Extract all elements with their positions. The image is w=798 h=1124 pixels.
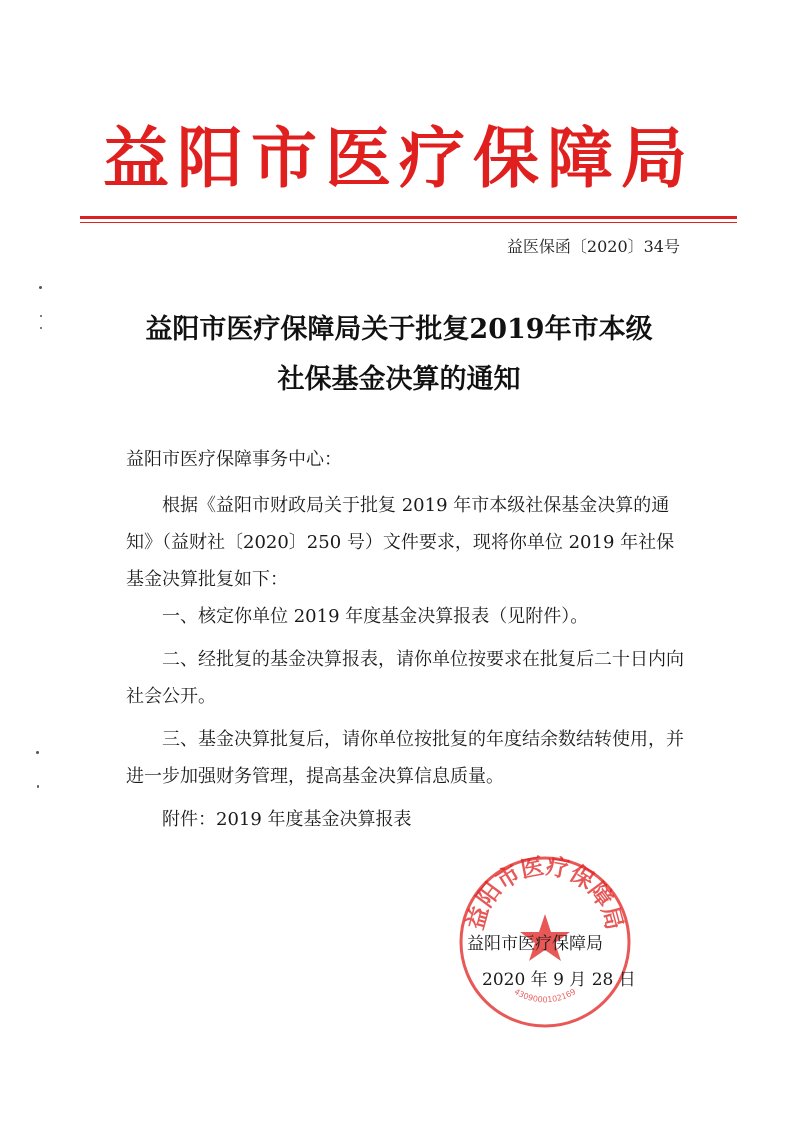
paragraph-item-2: 二、经批复的基金决算报表，请你单位按要求在批复后二十日内向社会公开。 [126,649,684,707]
signature: 益阳市医疗保障局 [467,934,603,954]
paragraph-basis: 根据《益阳市财政局关于批复 2019 年市本级社保基金决算的通知》（益财社〔2020〕250 号）文件要求，现将你单位 2019 年社保基金决算批复如下： [126,495,675,590]
paragraph-item-3: 三、基金决算批复后，请你单位按批复的年度结余数结转使用，并进一步加强财务管理，提高基金决算信息质量。 [126,729,684,787]
document-title-line-1: 益阳市医疗保障局关于批复2019年市本级 [145,314,653,345]
document-number: 益医保函〔2020〕34号 [506,237,680,256]
document-title [0,305,798,405]
attachment-note: 附件：2019 年度基金决算报表 [162,809,412,830]
document-body [126,441,686,838]
letterhead-red-rule-thick [80,216,737,219]
letterhead-agency-name: 益阳市医疗保障局 [103,119,695,197]
seal-text: 益阳市医疗保障局 [461,852,629,933]
document-title-line-2: 社保基金决算的通知 [277,364,521,395]
paragraph-item-1: 一、核定你单位 2019 年度基金决算报表（见附件）。 [162,606,589,627]
issue-date: 2020 年 9 月 28 日 [482,970,636,990]
scan-speck [40,315,42,317]
scan-speck [40,327,42,329]
seal-serial: 4309000102169 [512,987,578,1005]
scan-speck [39,286,42,289]
salutation: 益阳市医疗保障事务中心： [126,449,342,470]
scan-speck [37,785,39,788]
scan-speck [36,751,39,754]
letterhead-red-rule-thin [80,222,737,223]
